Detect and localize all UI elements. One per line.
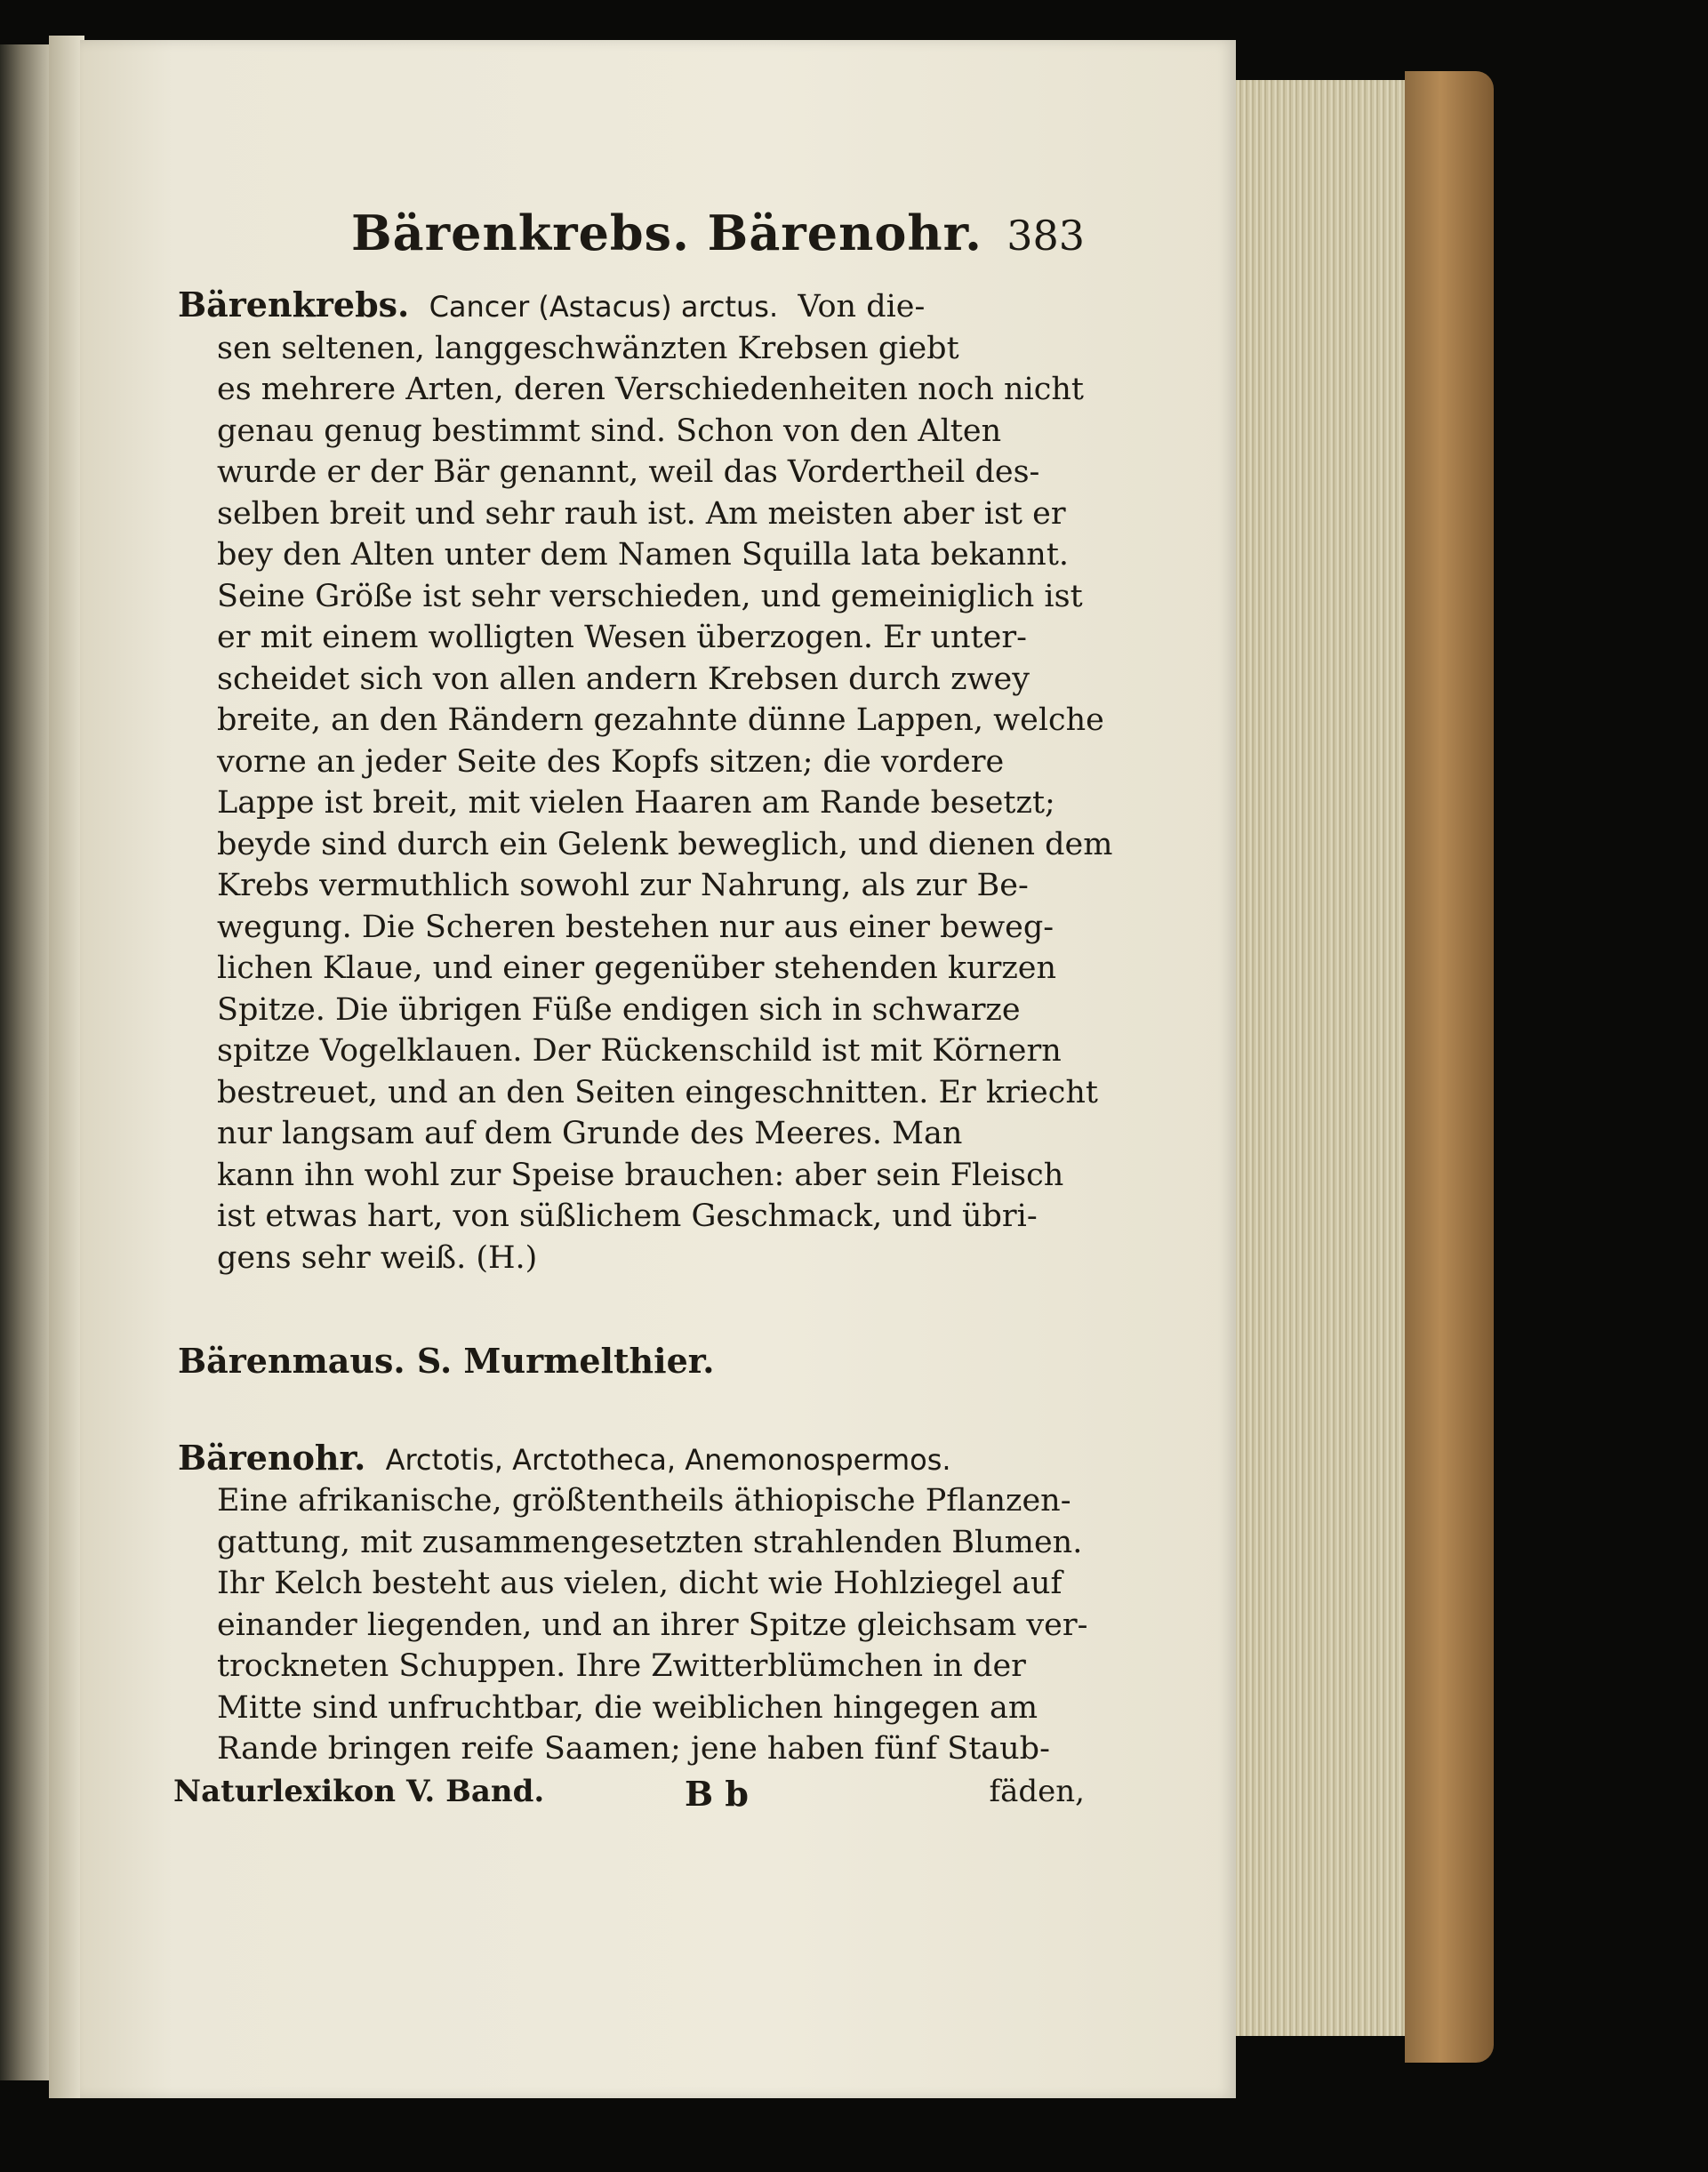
entry-line: scheidet sich von allen andern Krebsen durch zwey <box>217 661 1030 697</box>
entry-line: beyde sind durch ein Gelenk beweglich, und dienen dem <box>217 826 1113 862</box>
entry-line: Ihr Kelch besteht aus vielen, dicht wie Hohlziegel auf <box>217 1566 1062 1601</box>
entry-line: bestreuet, und an den Seiten eingeschnitten. Er kriecht <box>217 1074 1098 1110</box>
entry-line: lichen Klaue, und einer gegenüber stehenden kurzen <box>217 950 1057 986</box>
entry-line: ist etwas hart, von süßlichem Geschmack, und übri- <box>217 1198 1038 1234</box>
entry-line: selben breit und sehr rauh ist. Am meisten aber ist er <box>217 495 1066 532</box>
entry-line: vorne an jeder Seite des Kopfs sitzen; die vordere <box>217 743 1005 780</box>
volume-signature: Naturlexikon V. Band. <box>173 1773 545 1809</box>
entry-line: Rande bringen reife Saamen; jene haben fünf Staub- <box>217 1731 1050 1767</box>
entry-line: wurde er der Bär genannt, weil das Vordertheil des- <box>217 454 1040 490</box>
entry-first-line <box>178 1438 1085 1481</box>
entry-baerenohr <box>178 1437 1088 1770</box>
entry-baerenmaus <box>178 1341 1085 1383</box>
page-number: 383 <box>1006 212 1085 260</box>
catchword: fäden, <box>989 1773 1085 1809</box>
signature-mark: B b <box>685 1773 749 1814</box>
entry-line: wegung. Die Scheren bestehen nur aus einer beweg- <box>217 909 1054 945</box>
entry-line: es mehrere Arten, deren Verschiedenheiten noch nicht <box>217 372 1084 407</box>
book-gutter <box>49 36 84 2098</box>
entry-line: breite, an den Rändern gezahnte dünne Lappen, welche <box>217 702 1104 738</box>
entry-lemma: Bärenohr. <box>178 1437 366 1478</box>
entry-line: Lappe ist breit, mit vielen Haaren am Rande besetzt; <box>217 785 1055 821</box>
entry-line: spitze Vogelklauen. Der Rückenschild ist mit Körnern <box>217 1033 1062 1069</box>
page-header <box>178 204 1085 285</box>
running-head: Bärenkrebs. Bärenohr. <box>351 204 982 261</box>
book-cover <box>1405 71 1494 2063</box>
entry-line: trockneten Schuppen. Ihre Zwitterblümchen in der <box>217 1648 1026 1684</box>
entry-line: er mit einem wolligten Wesen überzogen. Er unter- <box>217 620 1027 655</box>
entry-line: Seine Größe ist sehr verschieden, und gemeiniglich ist <box>217 578 1083 614</box>
entry-line: gattung, mit zusammengesetzten strahlenden Blumen. <box>217 1524 1083 1560</box>
entry-baerenkrebs <box>178 285 1113 1278</box>
entry-lemma: Bärenkrebs. <box>178 285 410 325</box>
cross-reference-entry: Bärenmaus. S. Murmelthier. <box>178 1341 715 1381</box>
entry-line: Spitze. Die übrigen Füße endigen sich in schwarze <box>217 991 1021 1028</box>
page-block-edge <box>1236 80 1414 2036</box>
entry-gap <box>178 1278 1085 1341</box>
page-text <box>173 204 1113 1818</box>
entry-latin-name: Arctotis, Arctotheca, Anemonospermos. <box>385 1442 951 1477</box>
entry-first-line <box>178 285 1085 328</box>
entry-latin-name: Cancer (Astacus) arctus. <box>429 290 779 324</box>
entry-line: bey den Alten unter dem Namen Squilla lata bekannt. <box>217 537 1070 573</box>
entry-line: genau genug bestimmt sind. Schon von den Alten <box>217 413 1002 449</box>
entry-line: sen seltenen, langgeschwänzten Krebsen giebt <box>217 330 959 366</box>
entry-line: nur langsam auf dem Grunde des Meeres. Man <box>217 1116 963 1151</box>
entry-line: kann ihn wohl zur Speise brauchen: aber sein Fleisch <box>217 1157 1064 1193</box>
entry-line: Mitte sind unfruchtbar, die weiblichen hingegen am <box>217 1689 1038 1726</box>
entry-line: Krebs vermuthlich sowohl zur Nahrung, als zur Be- <box>217 868 1029 903</box>
entry-line: gens sehr weiß. (H.) <box>217 1239 538 1276</box>
entry-line: einander liegenden, und an ihrer Spitze gleichsam ver- <box>217 1607 1088 1643</box>
entry-line: Eine afrikanische, größtentheils äthiopische Pflanzen- <box>217 1483 1071 1519</box>
entry-gap <box>178 1383 1085 1438</box>
left-page-edge <box>0 44 53 2080</box>
page-footer <box>173 1773 1085 1818</box>
entry-text: Von die- <box>798 289 926 325</box>
